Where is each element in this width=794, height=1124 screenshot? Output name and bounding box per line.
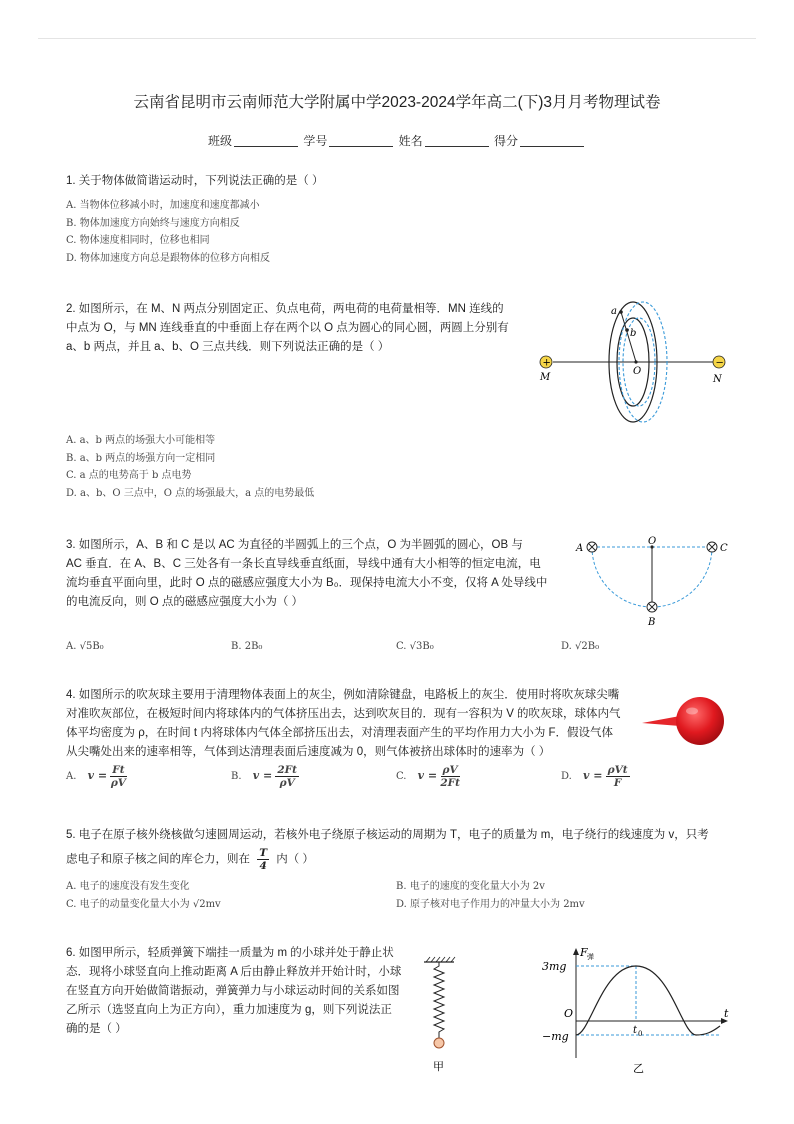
q3-option-b[interactable]: B. 2B₀ <box>231 641 263 652</box>
q4-option-d-letter: D. <box>561 771 572 782</box>
q2-label-a: a <box>611 306 617 317</box>
q4-stem-line-4: 从尖嘴处出来的速率相等，气体到达清理表面后速度减为 0，则气体被挤出球体时的速率为（ ） <box>66 746 551 758</box>
q6-stem-line-2: 态．现将小球竖直向上推动距离 A 后由静止释放并开始计时，小球 <box>66 966 402 978</box>
q2-stem-line-3: a、b 两点，并且 a、b、O 三点共线．则下列说法正确的是（ ） <box>66 341 390 353</box>
q6-label-jia: 甲 <box>433 1060 444 1073</box>
q6-label-yi: 乙 <box>633 1062 644 1075</box>
q4-stem-line-2: 对准吹灰部位，在极短时间内将球体内的气体挤压出去，达到吹灰目的．现有一容积为 V 的吹灰球，球体内气 <box>66 708 621 720</box>
id-blank[interactable] <box>329 134 393 147</box>
question-5 <box>66 826 736 872</box>
q4-figure-air-blower-bulb <box>640 692 730 750</box>
q6-ball <box>434 1038 444 1048</box>
question-3 <box>66 536 566 612</box>
q4-option-b-lhs: v = <box>252 769 273 782</box>
q1-option-d[interactable]: D. 物体加速度方向总是跟物体的位移方向相反 <box>66 252 271 264</box>
q4-option-a-letter: A. <box>66 771 77 782</box>
q3-figure-semicircle <box>572 534 732 630</box>
q6-label-neg-mg: −mg <box>542 1030 569 1043</box>
name-blank[interactable] <box>425 134 489 147</box>
q6-axis-f-sub: 弹 <box>587 953 594 961</box>
q4-options <box>66 764 726 789</box>
q5-option-c[interactable]: C. 电子的动量变化量大小为 √2mv <box>66 898 221 910</box>
q5-fraction-t-over-4 <box>257 847 269 872</box>
q4-stem-line-3: 体平均密度为 ρ，在时间 t 内将球体内气体全部挤压出去，对清理表面产生的平均作用力大小为 F．假设气体 <box>66 727 614 739</box>
q6-stem-line-1: 6. 如图甲所示，轻质弹簧下端挂一质量为 m 的小球并处于静止状 <box>66 947 394 959</box>
q3-stem-line-1: 3. 如图所示，A、B 和 C 是以 AC 为直径的半圆弧上的三个点，O 为半圆弧的圆心，OB 与 <box>66 539 523 551</box>
q3-option-d[interactable]: D. √2B₀ <box>561 641 600 652</box>
q4-option-d-den: F <box>613 777 622 789</box>
q5-stem-line-1: 5. 电子在原子核外绕核做匀速圆周运动，若核外电子绕原子核运动的周期为 T，电子的质量为 m，电子绕行的线速度为 v，只考 <box>66 829 709 841</box>
q6-ceiling-hatch <box>426 957 455 962</box>
q4-option-b-den: ρV <box>279 777 295 789</box>
q2-stem-line-1: 2. 如图所示，在 M、N 两点分别固定正、负点电荷，两电荷的电荷量相等．MN 连线的 <box>66 303 504 315</box>
q4-option-c-num: ρV <box>442 764 458 776</box>
q4-option-a[interactable] <box>66 764 231 789</box>
q3-label-b: B <box>648 617 656 628</box>
q4-stem-line-1: 4. 如图所示的吹灰球主要用于清理物体表面上的灰尘，例如清除键盘，电路板上的灰尘．使用时将吹灰球尖嘴 <box>66 689 620 701</box>
q4-option-c-den: 2Ft <box>440 777 460 789</box>
q2-point-a <box>619 310 623 314</box>
q6-stem-line-4: 乙所示（选竖直向上为正方向），重力加速度为 g，则下列说法正 <box>66 1004 392 1016</box>
q4-option-d-lhs: v = <box>583 769 603 782</box>
score-label: 得分 <box>494 134 519 148</box>
q5-option-a[interactable]: A. 电子的速度没有发生变化 <box>66 881 190 892</box>
q2-label-n: N <box>713 374 722 385</box>
q2-option-b[interactable]: B. a、b 两点的场强方向一定相同 <box>66 452 216 464</box>
q3-stem-line-4: 的电流反向，则 O 点的磁感应强度大小为（ ） <box>66 596 304 608</box>
q6-label-o: O <box>564 1007 574 1020</box>
q4-option-a-lhs: v = <box>87 769 108 782</box>
q5-option-b[interactable]: B. 电子的速度的变化量大小为 2v <box>396 881 545 892</box>
q2-minus-sign: − <box>715 357 724 369</box>
q5-option-d[interactable]: D. 原子核对电子作用力的冲量大小为 2mv <box>396 898 585 910</box>
question-6 <box>66 944 414 1039</box>
q2-option-a[interactable]: A. a、b 两点的场强大小可能相等 <box>66 435 216 446</box>
student-info-line <box>0 132 794 149</box>
q4-option-b-num: 2Ft <box>277 764 297 776</box>
q2-figure-charges-rings <box>535 298 735 430</box>
q2-option-c[interactable]: C. a 点的电势高于 b 点电势 <box>66 470 192 481</box>
class-label: 班级 <box>207 134 232 148</box>
q1-stem: 1. 关于物体做简谐运动时，下列说法正确的是（ ） <box>66 175 324 187</box>
q6-figure-jia-spring <box>418 956 462 1076</box>
q6-label-t0-sub: 0 <box>638 1030 643 1038</box>
q3-option-c[interactable]: C. √3B₀ <box>396 641 434 652</box>
class-blank[interactable] <box>234 134 298 147</box>
q4-option-d-num: ρVt <box>607 764 628 776</box>
q4-option-a-num: Ft <box>112 764 125 776</box>
q2-point-o <box>634 360 637 363</box>
q3-label-a: A <box>576 543 584 554</box>
q4-option-b[interactable] <box>231 764 396 789</box>
q2-option-d[interactable]: D. a、b、O 三点中，O 点的场强最大，a 点的电势最低 <box>66 487 315 499</box>
q2-point-b <box>625 328 629 332</box>
q5-frac-den: 4 <box>259 860 267 872</box>
q4-option-c-lhs: v = <box>417 769 438 782</box>
q4-option-b-fraction <box>275 764 299 789</box>
q3-option-a[interactable]: A. √5B₀ <box>66 641 104 652</box>
q4-option-d-fraction <box>606 764 630 789</box>
q4-option-c-letter: C. <box>396 771 407 782</box>
q2-label-o: O <box>633 366 642 377</box>
q6-label-3mg: 3mg <box>542 960 567 973</box>
q4-option-c-fraction <box>440 764 460 789</box>
q3-label-c: C <box>720 543 728 554</box>
q4-option-c[interactable] <box>396 764 561 789</box>
q6-label-t: t <box>724 1007 729 1020</box>
q4-bulb-nozzle <box>642 716 680 726</box>
name-label: 姓名 <box>398 134 423 148</box>
q3-label-o: O <box>648 536 657 547</box>
q4-option-a-den: ρV <box>110 777 126 789</box>
question-1 <box>66 172 726 267</box>
q6-y-arrow <box>573 948 579 955</box>
q6-force-curve <box>576 966 720 1035</box>
q4-option-a-fraction <box>110 764 126 789</box>
id-label: 学号 <box>303 134 328 148</box>
q6-spring <box>434 962 444 1038</box>
page-title: 云南省昆明市云南师范大学附属中学2023-2024学年高二(下)3月月考物理试卷 <box>133 94 661 111</box>
q3-stem-line-2: AC 垂直．在 A、B、C 三处各有一条长直导线垂直纸面，导线中通有大小相等的恒定电流，电 <box>66 558 541 570</box>
q3-stem-line-3: 流均垂直平面向里，此时 O 点的磁感应强度大小为 B₀．现保持电流大小不变，仅将 A 处导线中 <box>66 577 548 589</box>
q4-bulb-highlight <box>686 708 698 715</box>
q1-option-c[interactable]: C. 物体速度相同时，位移也相同 <box>66 235 210 246</box>
q6-stem-line-5: 确的是（ ） <box>66 1023 127 1035</box>
q4-bulb-ball <box>676 697 724 745</box>
q6-axis-f: F <box>580 946 588 959</box>
question-4 <box>66 686 646 762</box>
q1-option-a[interactable]: A. 当物体位移减小时，加速度和速度都减小 <box>66 200 260 211</box>
q4-option-b-letter: B. <box>231 771 242 782</box>
q5-frac-num: T <box>259 847 268 859</box>
q2-stem-line-2: 中点为 O，与 MN 连线垂直的中垂面上存在两个以 O 点为圆心的同心圆，两圆上分别有 <box>66 322 509 334</box>
q3-wire-c <box>707 542 717 552</box>
q3-wire-b <box>647 602 657 612</box>
q6-figure-yi-graph <box>538 944 734 1078</box>
q1-option-b[interactable]: B. 物体加速度方向始终与速度方向相反 <box>66 217 240 229</box>
q5-stem-line-2 <box>66 847 736 872</box>
q5-options <box>66 878 736 913</box>
question-2 <box>66 300 536 357</box>
q6-label-t0: t <box>633 1025 638 1036</box>
top-rule <box>38 38 756 39</box>
score-blank[interactable] <box>520 134 584 147</box>
q3-wire-a <box>587 542 597 552</box>
q2-options <box>66 432 536 502</box>
q2-plus-sign: + <box>542 357 551 369</box>
q5-stem-part-a: 虑电子和原子核之间的库仑力，则在 <box>66 853 250 866</box>
q6-stem-line-3: 在竖直方向开始做简谐振动，弹簧弹力与小球运动时间的关系如图 <box>66 985 400 997</box>
q2-label-b: b <box>630 328 637 339</box>
q2-label-m: M <box>540 372 551 383</box>
q4-option-d[interactable] <box>561 764 726 789</box>
q5-stem-part-b: 内（ ） <box>276 853 314 866</box>
q3-options <box>66 638 726 656</box>
